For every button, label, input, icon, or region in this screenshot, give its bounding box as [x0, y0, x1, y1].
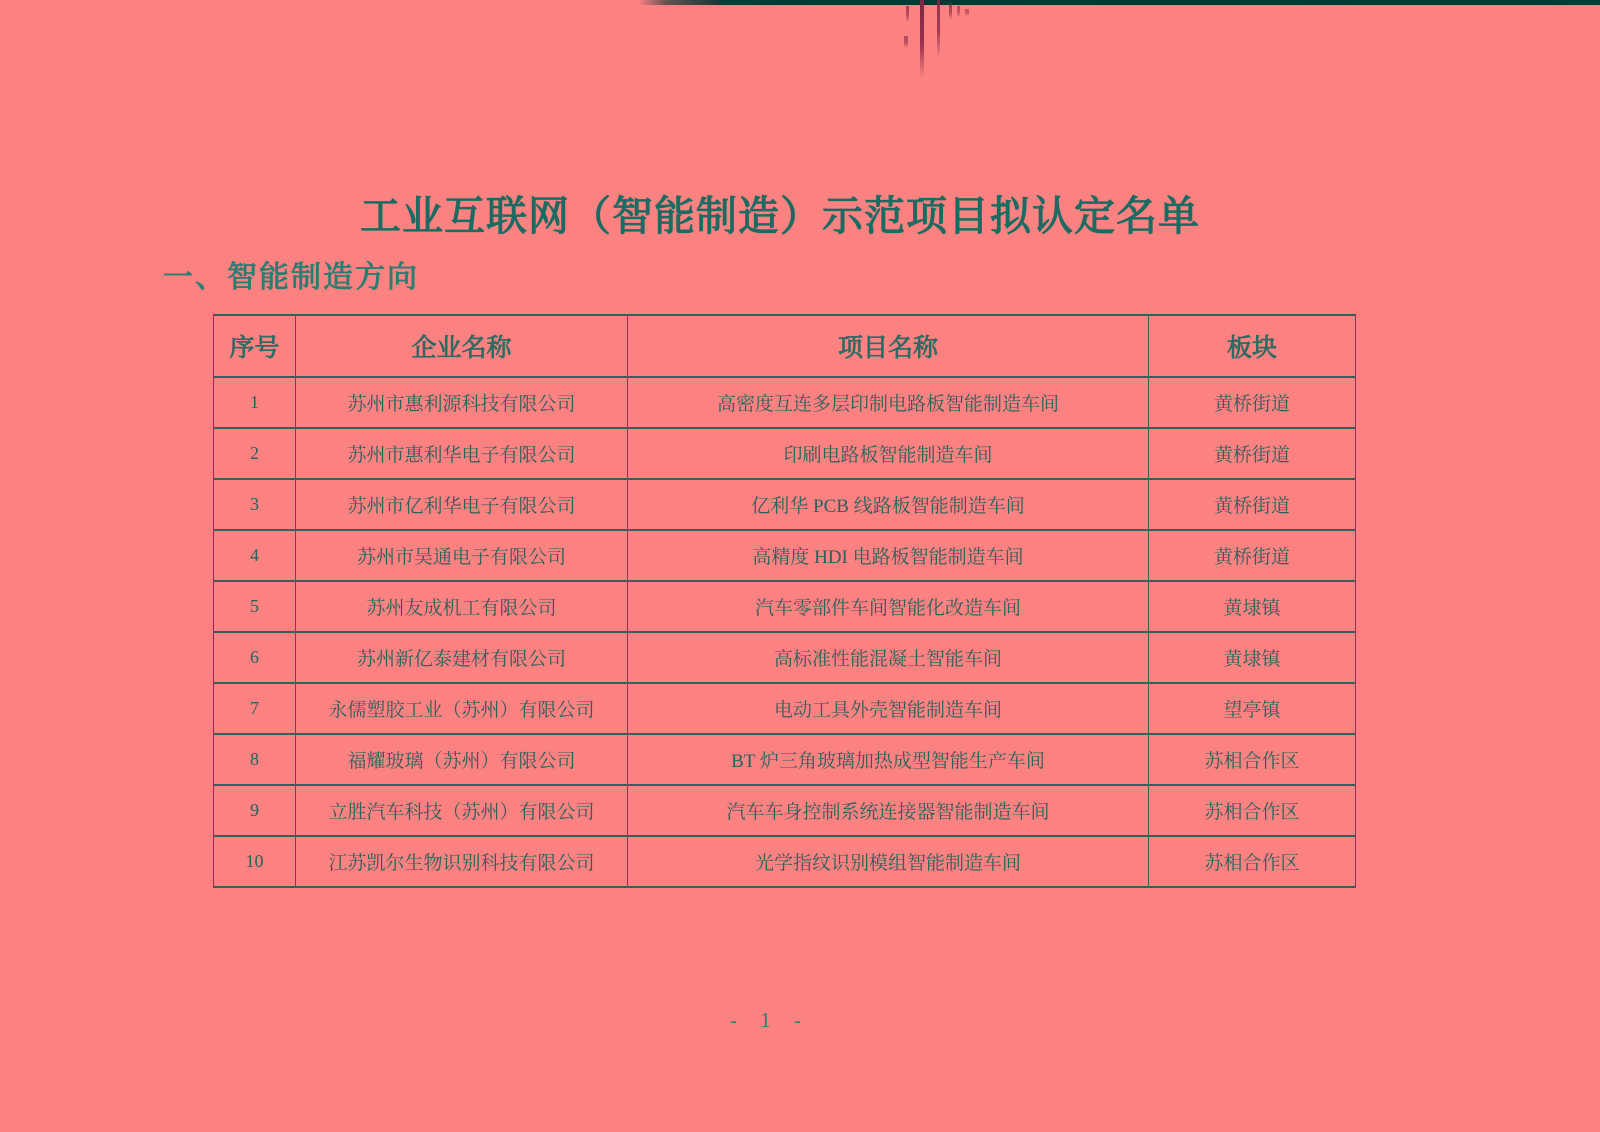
cell-project: 汽车车身控制系统连接器智能制造车间 [628, 785, 1149, 836]
cell-index: 6 [214, 632, 296, 683]
cell-district: 黄桥街道 [1149, 428, 1356, 479]
project-roster-table [213, 314, 1356, 888]
cell-district: 苏相合作区 [1149, 785, 1356, 836]
cell-project: 高标准性能混凝土智能车间 [628, 632, 1149, 683]
cell-company: 江苏凯尔生物识别科技有限公司 [296, 836, 628, 887]
cell-company: 苏州新亿泰建材有限公司 [296, 632, 628, 683]
cell-index: 3 [214, 479, 296, 530]
cell-project: 高密度互连多层印制电路板智能制造车间 [628, 377, 1149, 428]
cell-company: 苏州市吴通电子有限公司 [296, 530, 628, 581]
cell-project: 汽车零部件车间智能化改造车间 [628, 581, 1149, 632]
cell-index: 9 [214, 785, 296, 836]
cell-company: 立胜汽车科技（苏州）有限公司 [296, 785, 628, 836]
scan-streak [957, 6, 960, 17]
table-header-row [214, 315, 1356, 377]
table-row [214, 785, 1356, 836]
table-row [214, 377, 1356, 428]
cell-project: 电动工具外壳智能制造车间 [628, 683, 1149, 734]
cell-district: 黄桥街道 [1149, 530, 1356, 581]
scan-streak [965, 9, 969, 16]
table-row [214, 632, 1356, 683]
page-number: - 1 - [730, 1008, 810, 1032]
cell-district: 苏相合作区 [1149, 734, 1356, 785]
table-row [214, 530, 1356, 581]
section-heading: 一、智能制造方向 [163, 261, 419, 294]
cell-company: 苏州市亿利华电子有限公司 [296, 479, 628, 530]
table-row [214, 479, 1356, 530]
cell-district: 苏相合作区 [1149, 836, 1356, 887]
scan-streak [949, 3, 952, 20]
cell-project: 光学指纹识别模组智能制造车间 [628, 836, 1149, 887]
table-row [214, 683, 1356, 734]
cell-index: 10 [214, 836, 296, 887]
table-row [214, 734, 1356, 785]
cell-project: BT 炉三角玻璃加热成型智能生产车间 [628, 734, 1149, 785]
cell-index: 1 [214, 377, 296, 428]
table-row [214, 428, 1356, 479]
document-title: 工业互联网（智能制造）示范项目拟认定名单 [360, 193, 1200, 239]
cell-index: 4 [214, 530, 296, 581]
table-row [214, 836, 1356, 887]
cell-index: 2 [214, 428, 296, 479]
scan-streak [906, 6, 909, 22]
scan-streak [920, 0, 924, 78]
cell-index: 5 [214, 581, 296, 632]
scan-streak [937, 0, 940, 58]
table-row [214, 581, 1356, 632]
cell-company: 苏州市惠利源科技有限公司 [296, 377, 628, 428]
cell-project: 高精度 HDI 电路板智能制造车间 [628, 530, 1149, 581]
cell-district: 望亭镇 [1149, 683, 1356, 734]
col-header-project: 项目名称 [628, 315, 1149, 377]
cell-district: 黄桥街道 [1149, 377, 1356, 428]
cell-district: 黄埭镇 [1149, 632, 1356, 683]
cell-index: 7 [214, 683, 296, 734]
col-header-company: 企业名称 [296, 315, 628, 377]
cell-district: 黄桥街道 [1149, 479, 1356, 530]
scan-streak [904, 36, 908, 48]
cell-project: 印刷电路板智能制造车间 [628, 428, 1149, 479]
cell-project: 亿利华 PCB 线路板智能制造车间 [628, 479, 1149, 530]
col-header-district: 板块 [1149, 315, 1356, 377]
cell-company: 苏州友成机工有限公司 [296, 581, 628, 632]
cell-company: 永儒塑胶工业（苏州）有限公司 [296, 683, 628, 734]
cell-index: 8 [214, 734, 296, 785]
cell-company: 福耀玻璃（苏州）有限公司 [296, 734, 628, 785]
cell-company: 苏州市惠利华电子有限公司 [296, 428, 628, 479]
cell-district: 黄埭镇 [1149, 581, 1356, 632]
scan-edge-line [638, 0, 1600, 5]
col-header-index: 序号 [214, 315, 296, 377]
